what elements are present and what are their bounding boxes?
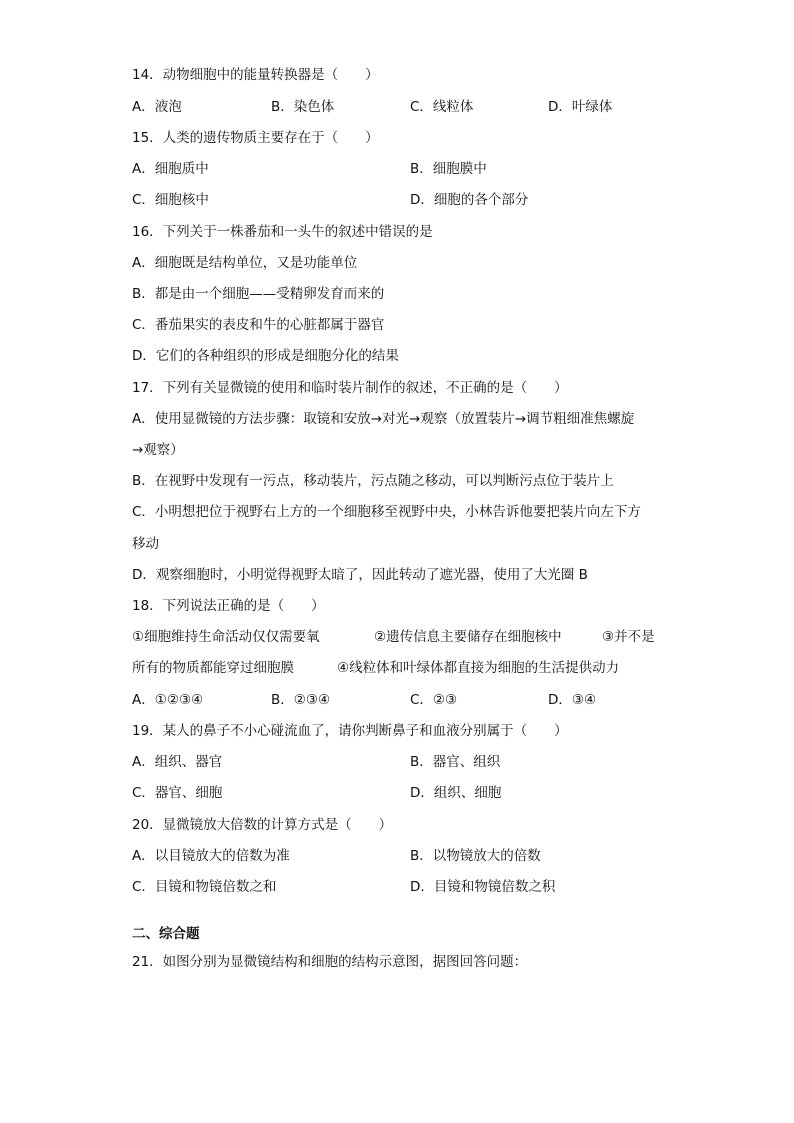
question-17-option-c-line2: 移动 bbox=[132, 536, 159, 552]
question-16-option-b: B．都是由一个细胞——受精卵发育而来的 bbox=[132, 286, 385, 302]
question-15-option-c: C．细胞核中 bbox=[132, 192, 209, 208]
question-18-option-a: A．①②③④ bbox=[132, 692, 204, 708]
question-17-stem: 17．下列有关显微镜的使用和临时装片制作的叙述，不正确的是（ ） bbox=[132, 380, 568, 396]
question-14-option-a: A．液泡 bbox=[132, 99, 182, 115]
question-19-option-d: D．组织、细胞 bbox=[410, 785, 502, 801]
question-19-option-b: B．器官、组织 bbox=[410, 754, 501, 770]
question-14-option-d: D．叶绿体 bbox=[548, 99, 613, 115]
question-21-stem: 21．如图分别为显微镜结构和细胞的结构示意图，据图回答问题： bbox=[132, 954, 528, 970]
question-15-option-b: B．细胞膜中 bbox=[410, 161, 487, 177]
question-16-stem: 16．下列关于一株番茄和一头牛的叙述中错误的是 bbox=[132, 224, 433, 240]
question-18-statement-3-cont: 所有的物质都能穿过细胞膜 bbox=[132, 660, 294, 676]
question-20-option-b: B．以物镜放大的倍数 bbox=[410, 848, 541, 864]
question-18-statement-2: ②遗传信息主要储存在细胞核中 bbox=[374, 629, 562, 645]
question-18-statement-1: ①细胞维持生命活动仅仅需要氧 bbox=[132, 629, 320, 645]
question-17-option-a-line2: →观察） bbox=[132, 442, 184, 458]
question-18-option-d: D．③④ bbox=[548, 692, 597, 708]
question-18-statement-4: ④线粒体和叶绿体都直接为细胞的生活提供动力 bbox=[337, 660, 620, 676]
question-16-option-d: D．它们的各种组织的形成是细胞分化的结果 bbox=[132, 348, 399, 364]
question-16-option-a: A．细胞既是结构单位，又是功能单位 bbox=[132, 255, 358, 271]
question-18-option-c: C．②③ bbox=[410, 692, 458, 708]
question-19-stem: 19．某人的鼻子不小心碰流血了，请你判断鼻子和血液分别属于（ ） bbox=[132, 723, 568, 739]
question-14-option-c: C．线粒体 bbox=[410, 99, 474, 115]
question-19-option-c: C．器官、细胞 bbox=[132, 785, 223, 801]
question-20-option-c: C．目镜和物镜倍数之和 bbox=[132, 879, 277, 895]
question-18-stem: 18．下列说法正确的是（ ） bbox=[132, 598, 325, 614]
question-19-option-a: A．组织、器官 bbox=[132, 754, 223, 770]
question-14-stem: 14．动物细胞中的能量转换器是（ ） bbox=[132, 67, 379, 83]
question-14-option-b: B．染色体 bbox=[271, 99, 335, 115]
question-15-option-d: D．细胞的各个部分 bbox=[410, 192, 529, 208]
question-17-option-b: B．在视野中发现有一污点，移动装片，污点随之移动，可以判断污点位于装片上 bbox=[132, 473, 614, 489]
question-17-option-c-line1: C．小明想把位于视野右上方的一个细胞移至视野中央，小林告诉他要把装片向左下方 bbox=[132, 504, 641, 520]
question-18-statement-3: ③并不是 bbox=[602, 629, 655, 645]
section-heading: 二、综合题 bbox=[132, 926, 200, 942]
question-17-option-d: D．观察细胞时，小明觉得视野太暗了，因此转动了遮光器，使用了大光圈 B bbox=[132, 567, 588, 583]
question-17-option-a-line1: A．使用显微镜的方法步骤：取镜和安放→对光→观察（放置装片→调节粗细准焦螺旋 bbox=[132, 411, 635, 427]
question-15-option-a: A．细胞质中 bbox=[132, 161, 209, 177]
question-20-stem: 20．显微镜放大倍数的计算方式是（ ） bbox=[132, 817, 393, 833]
question-15-stem: 15．人类的遗传物质主要存在于（ ） bbox=[132, 130, 379, 146]
question-16-option-c: C．番茄果实的表皮和牛的心脏都属于器官 bbox=[132, 317, 385, 333]
question-20-option-a: A．以目镜放大的倍数为准 bbox=[132, 848, 290, 864]
question-18-option-b: B．②③④ bbox=[271, 692, 331, 708]
question-20-option-d: D．目镜和物镜倍数之积 bbox=[410, 879, 556, 895]
